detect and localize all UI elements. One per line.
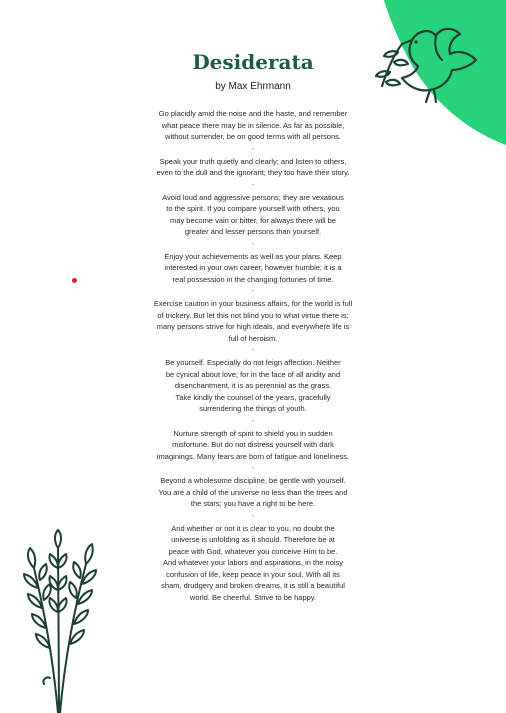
stanza	[133, 251, 373, 286]
poem-line: real possession in the changing fortunes of time.	[172, 274, 334, 284]
poem-body	[133, 108, 373, 603]
poem-line: Be yourself. Especially do not feign affection. Neither	[165, 358, 341, 367]
stanza-separator: -	[251, 417, 255, 425]
poem-line: Speak your truth quietly and clearly; and listen to others,	[159, 156, 347, 166]
stanza	[133, 357, 373, 415]
stanza	[133, 475, 373, 510]
poem-line: Beyond a wholesome discipline, be gentle with yourself.	[160, 476, 346, 485]
page-title: Desiderata	[192, 50, 314, 74]
red-dot-mark	[72, 278, 77, 283]
poem-line: greater and lesser persons than yourself.	[184, 227, 322, 236]
stanza-separator: -	[251, 145, 255, 153]
poem-line: confusion of life, keep peace in your soul. With all its	[166, 569, 340, 579]
poem-line: Enjoy your achievements as well as your plans. Keep	[164, 251, 342, 261]
stanza	[133, 108, 373, 143]
stanza-separator: -	[251, 347, 255, 354]
poem-line: And whether or not it is clear to you, no doubt the	[171, 523, 335, 533]
poem-line: many persons strive for high ideals, and everywhere life is	[156, 322, 350, 331]
poem-line: You are a child of the universe no less than the trees and	[158, 487, 348, 497]
poem-line: sham, drudgery and broken dreams, it is still a beautiful	[161, 581, 345, 590]
poem-line: full of heroism.	[228, 333, 278, 343]
stanza	[133, 156, 373, 179]
poem-line: misfortune. But do not distress yourself with dark	[172, 440, 334, 449]
poem-line: Take kindly the counsel of the years, gracefully	[175, 392, 331, 402]
poem-line: imaginings. Many fears are born of fatigue and loneliness.	[156, 451, 350, 461]
poem-line: And whatever your labors and aspirations, in the noisy	[162, 558, 344, 567]
poem-line: may become vain or bitter, for always there will be	[170, 215, 336, 225]
herb-sprig-icon	[6, 528, 116, 713]
stanza	[133, 298, 373, 344]
stanza	[133, 428, 373, 463]
stanza-separator: -	[251, 288, 255, 295]
poem-line: even to the dull and the ignorant; they too have their story.	[156, 168, 350, 177]
poem-line: the stars; you have a right to be here.	[190, 499, 316, 508]
poem-line: world. Be cheerful. Strive to be happy.	[189, 592, 317, 602]
poem-line: interested in your own career, however humble; it is a	[164, 263, 342, 272]
stanza-separator: -	[251, 240, 255, 248]
poem-line: disenchantment, it is as perennial as the grass.	[174, 381, 332, 390]
stanza	[133, 192, 373, 238]
author-byline: by Max Ehrmann	[215, 81, 291, 92]
poem-line: Avoid loud and aggressive persons; they are vexatious	[162, 192, 344, 202]
poem-line: to the spirit. If you compare yourself with others, you	[166, 204, 340, 213]
poem-line: of trickery. But let this not blind you to what virtue there is;	[157, 310, 349, 320]
poem-line: Go placidly amid the noise and the haste, and remember	[158, 109, 348, 118]
poem-line: Exercise caution in your business affairs, for the world is full	[153, 299, 353, 308]
poem-line: surrendering the things of youth.	[199, 404, 307, 413]
poem-line: peace with God, whatever you conceive Him to be.	[168, 546, 338, 556]
poem-line: what peace there may be in silence. As far as possible,	[161, 120, 345, 130]
poem-line: without surrender, be on good terms with all persons.	[165, 132, 341, 141]
poem-line: Nurture strength of spirit to shield you in sudden	[173, 428, 333, 438]
stanza	[133, 523, 373, 604]
stanza-separator: -	[251, 465, 255, 472]
stanza-separator: -	[251, 181, 255, 189]
stanza-separator: -	[251, 512, 255, 520]
poem-line: universe is unfolding as it should. Therefore be at	[171, 535, 335, 544]
poem-line: be cynical about love; for in the face of all aridity and	[165, 369, 341, 379]
